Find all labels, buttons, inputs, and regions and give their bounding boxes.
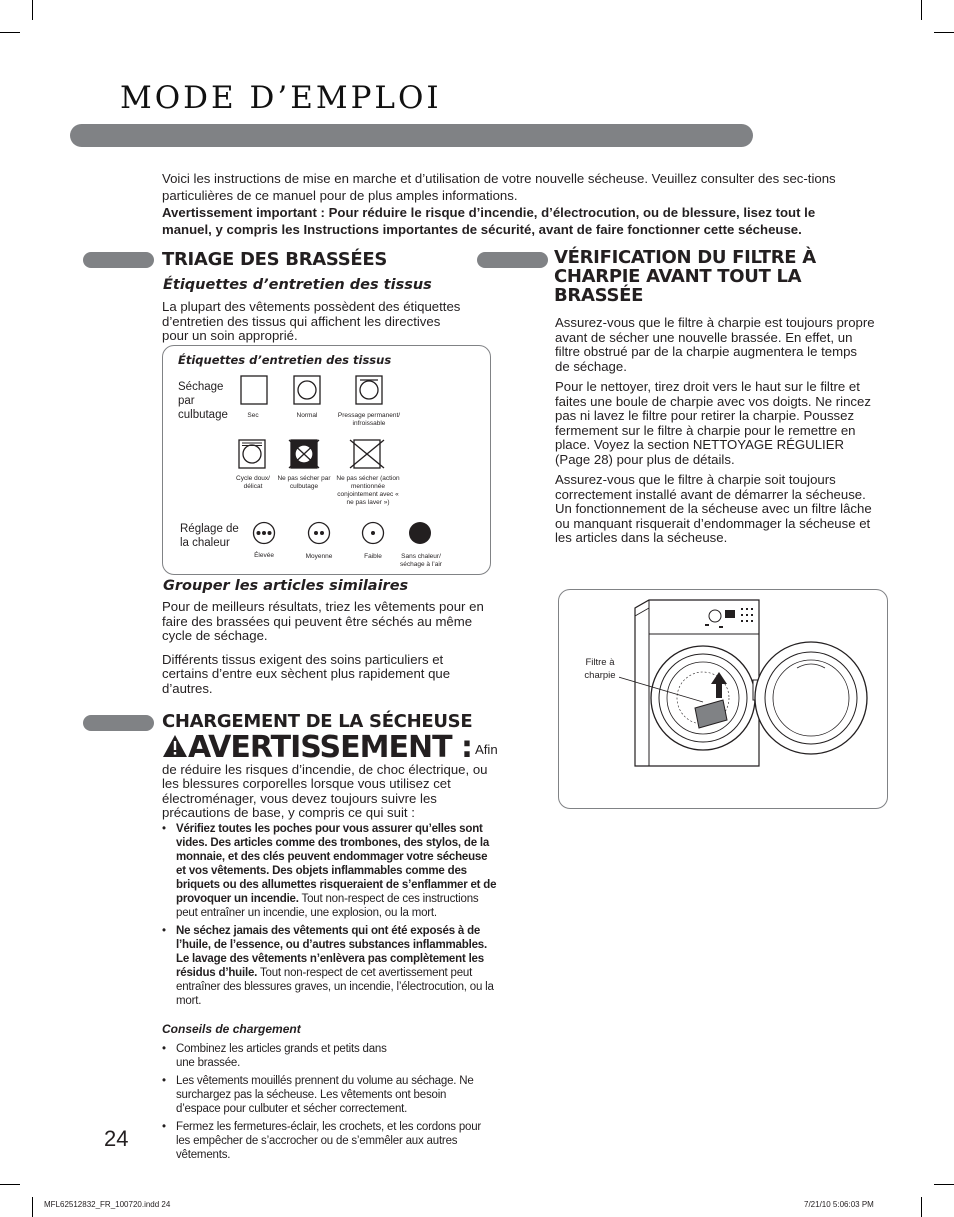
- caption-medium: Moyenne: [305, 553, 333, 560]
- caption-no-heat: Sans chaleur/ séchage à l’air: [400, 553, 442, 568]
- filter-heading-line2: CHARPIE AVANT TOUT LA: [554, 266, 802, 287]
- filter-text-1: Assurez-vous que le filtre à charpie est toujours propre avant de sécher une nouvelle brassée. En effet, un filtre obstrué par de la charpie augmentera le temps de séchage.: [555, 315, 875, 374]
- dryer-figure-box: [558, 589, 888, 809]
- do-not-dry-icon: [349, 439, 385, 469]
- no-tumble-dry-icon: [288, 439, 320, 469]
- warning-triangle-icon: [162, 734, 188, 758]
- caption-no-dry: Ne pas sécher (action mentionnée conjointement avec « ne pas laver »): [336, 475, 400, 506]
- heat-medium-icon: [307, 521, 331, 545]
- triage-heading: TRIAGE DES BRASSÉES: [162, 249, 388, 270]
- warning-list: [162, 822, 497, 1012]
- dryer-illustration: [619, 598, 881, 798]
- crop-mark: [921, 0, 922, 20]
- no-heat-icon: [408, 521, 432, 545]
- crop-mark: [0, 32, 20, 33]
- list-item: • Combinez les articles grands et petits dans une brassée.: [162, 1042, 492, 1070]
- caption-low: Faible: [364, 553, 382, 560]
- crop-mark: [921, 1197, 922, 1217]
- bullet1-rest: Tout non-respect de ces instructions peut entraîner un incendie, une explosion, ou la mort.: [176, 893, 479, 919]
- group-articles-subheading: Grouper les articles similaires: [163, 578, 409, 594]
- list-item: [162, 822, 497, 920]
- list-item: • Les vêtements mouillés prennent du volume au séchage. Ne surchargez pas la sécheuse. Les vêtements ont besoin d’espace pour culbuter et sécher correctement.: [162, 1074, 492, 1116]
- triage-text: La plupart des vêtements possèdent des étiquettes d’entretien des tissus qui affichent les directives pour un soin approprié.: [162, 299, 461, 343]
- caption-high: Élevée: [254, 552, 274, 559]
- caption-sec: Sec: [247, 412, 259, 419]
- crop-mark: [0, 1184, 20, 1185]
- care-symbols-box: [162, 345, 491, 575]
- crop-mark: [32, 1197, 33, 1217]
- caption-delicat: Cycle doux/ délicat: [236, 475, 270, 490]
- dry-symbol-icon: [240, 375, 268, 405]
- filter-text-3: Assurez-vous que le filtre à charpie soit toujours correctement installé avant de démarrer la sécheuse. Un fonctionnement de la sécheuse avec un filtre lâche ou manquant risquerait d’endommager la sécheuse et les articles dans la sécheuse.: [555, 472, 872, 545]
- section-marker: [477, 252, 548, 268]
- crop-mark: [32, 0, 33, 20]
- warning-block: [162, 730, 507, 820]
- footer-timestamp: 7/21/10 5:06:03 PM: [804, 1200, 874, 1209]
- bullet2-bold: Ne séchez jamais des vêtements qui ont été exposés à de l’huile, de l’essence, ou d’autres substances inflammables. Le lavage des vêtements n’enlèvera pas complètement les résidus d’huile.: [176, 925, 487, 979]
- filter-paragraphs: [555, 316, 875, 552]
- tips-list: [162, 1042, 492, 1166]
- warning-text-inline: Afin: [474, 742, 498, 757]
- filter-heading-line1: VÉRIFICATION DU FILTRE À: [554, 247, 816, 268]
- filter-text-2: Pour le nettoyer, tirez droit vers le haut sur le filtre et faites une boule de charpie avec vos doigts. Ne rincez pas ni lavez le filtre pour retirer la charpie. Poussez fermement sur le filtre à charpie pour le remettre en place. Voyez la section NETTOYAGE RÉGULIER (Page 28) pour plus de détails.: [555, 379, 871, 467]
- footer-file: MFL62512832_FR_100720.indd 24: [44, 1200, 171, 1209]
- heat-low-icon: [361, 521, 385, 545]
- list-item: • Fermez les fermetures-éclair, les crochets, et les cordons pour les empêcher de s’accrocher ou de s’emmêler aux autres vêtements.: [162, 1120, 492, 1162]
- caption-normal: Normal: [296, 412, 318, 419]
- intro-text: Voici les instructions de mise en marche et d’utilisation de votre nouvelle sécheuse. Veuillez consulter des sec-tions particulières de ce manuel pour de plus amples informations.: [162, 171, 836, 203]
- caption-no-tumble: Ne pas sécher par culbutage: [277, 475, 331, 490]
- warning-title: [162, 730, 472, 765]
- normal-dry-icon: [293, 375, 321, 405]
- warning-word: AVERTISSEMENT :: [188, 730, 472, 765]
- bullet1-bold: Vérifiez toutes les poches pour vous assurer qu’elles sont vides. Des articles comme des trombones, des stylos, de la monnaie, et des clés peuvent endommager votre sécheuse et vos vêtements. Des objets inflammables comme des briquets ou des allumettes risqueraient de s’enflammer et de provoquer un incendie.: [176, 823, 497, 905]
- group-paragraphs: [162, 600, 484, 702]
- tumble-dry-label: Séchage par culbutage: [178, 381, 228, 421]
- permanent-press-icon: [355, 375, 383, 405]
- group-text-1: Pour de meilleurs résultats, triez les vêtements pour en faire des brassées qui peuvent être séchés au même cycle de séchage.: [162, 599, 484, 643]
- care-box-title: Étiquettes d’entretien des tissus: [178, 353, 392, 367]
- triage-paragraph: [162, 300, 467, 350]
- intro: [162, 170, 862, 238]
- list-item: [162, 924, 497, 1008]
- delicate-dry-icon: [238, 439, 266, 469]
- section-marker: [83, 715, 154, 731]
- warning-text: de réduire les risques d’incendie, de choc électrique, ou les blessures corporelles lorsque vous utilisez cet électroménager, vous devez toujours suivre les précautions de base, y compris ce qui suit :: [162, 762, 488, 820]
- heat-high-icon: [252, 521, 276, 545]
- page-title: MODE D’EMPLOI: [120, 80, 442, 116]
- crop-mark: [934, 32, 954, 33]
- care-labels-subheading: Étiquettes d’entretien des tissus: [163, 277, 432, 293]
- filter-heading: [554, 248, 816, 305]
- heat-setting-label: Réglage de la chaleur: [180, 523, 239, 549]
- intro-warning: Avertissement important : Pour réduire le risque d’incendie, d’électrocution, ou de blessure, lisez tout le manuel, y compris les Instructions importantes de sécurité, avant de faire fonctionner cette sécheuse.: [162, 205, 816, 237]
- caption-pressage: Pressage permanent/ infroissable: [337, 412, 401, 427]
- group-text-2: Différents tissus exigent des soins particuliers et certains d’entre eux sèchent plus rapidement que d’autres.: [162, 651, 451, 696]
- bullet2-rest: Tout non-respect de cet avertissement peut entraîner des blessures graves, un incendie, l’électrocution, ou la mort.: [176, 967, 494, 1007]
- lint-filter-label: Filtre à charpie: [584, 657, 616, 681]
- section-marker: [83, 252, 154, 268]
- crop-mark: [934, 1184, 954, 1185]
- title-bar: [70, 124, 753, 147]
- filter-heading-line3: BRASSÉE: [554, 285, 644, 306]
- loading-heading: CHARGEMENT DE LA SÉCHEUSE: [162, 711, 473, 732]
- loading-tips-heading: Conseils de chargement: [162, 1022, 301, 1036]
- page-number: 24: [104, 1126, 129, 1151]
